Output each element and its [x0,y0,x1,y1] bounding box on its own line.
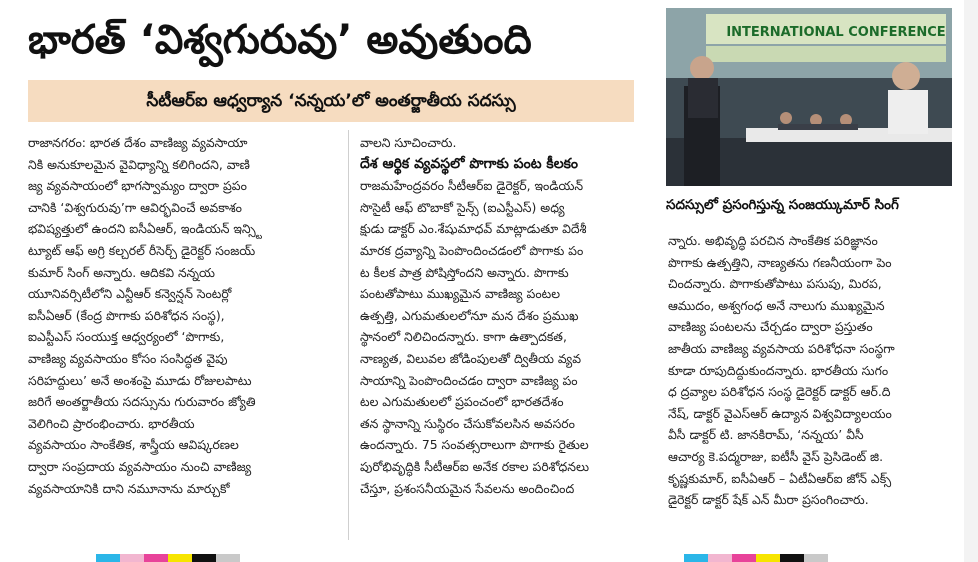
article-line: వెలిగించి ప్రారంభించారు. భారతీయ [28,415,195,431]
article-line: భవిష్యత్తులో ఉందని ఐసీఏఆర్, ఇండియన్ ఇన్స్టి [28,221,262,237]
color-swatch [756,554,780,562]
conference-photo [666,8,952,186]
color-swatch [780,554,804,562]
color-swatch [120,554,144,562]
article-line: కుమార్ సింగ్ అన్నారు. ఆదికవి నన్నయ [28,264,215,280]
color-swatch [168,554,192,562]
article-line: చేస్తూ, ప్రశంసనీయమైన సేవలను అందించింద [360,480,575,496]
article-line: రాజమహేంద్రవరం సీటీఆర్ఐ డైరెక్టర్, ఇండియన్ [360,178,584,194]
color-swatch [732,554,756,562]
article-line: వాణిజ్య పంటలను చేర్చడం ద్వారా ప్రస్తుతం [668,319,873,335]
color-swatch [708,554,732,562]
article-line: ఐఎస్టీఎస్ సంయుక్త ఆధ్వర్యంలో ‘పొగాకు, [28,329,225,345]
article-line: పొగాకు ఉత్పత్తిని, నాణ్యతను గణనీయంగా పెం [668,254,892,270]
article-line: చిందన్నారు. పొగాకుతోపాటు పసుపు, మిరప, [668,276,882,292]
article-column-3 [668,230,964,511]
color-swatch [192,554,216,562]
article-column-2 [360,132,638,499]
column-2-lead: వాలని సూచించారు. [360,135,457,150]
article-line: టల ఎగుమతులలో ప్రపంచంలో భారతదేశం [360,394,564,410]
photo-banner-text: INTERNATIONAL CONFERENCE [726,25,946,40]
article-line: డైరెక్టర్ డాక్టర్ షేక్ ఎన్ మీరా ప్రసంగించారు. [668,492,869,508]
photo-caption: సదస్సులో ప్రసంగిస్తున్న సంజయ్కుమార్ సింగ్ [666,197,899,213]
article-line: న్నారు. అభివృద్ధి పరచిన సాంకేతిక పరిజ్ఞానం [668,233,878,248]
article-line: నేష్, డాక్టర్ వైఎస్ఆర్ ఉద్యాన విశ్వవిద్యాలయం [668,405,892,421]
article-line: సరిహద్దులు’ అనే అంశంపై మూడు రోజులపాటు [28,372,252,388]
article-line: ఉందన్నారు. 75 సంవత్సరాలుగా పొగాకు రైతుల [360,437,589,453]
article-line: జాతీయ వాణిజ్య వ్యవసాయ పరిశోధనా సంస్థగా [668,340,895,356]
article-line: యూనివర్సిటీలోని ఎన్టీఆర్ కన్వెన్షన్ సెంటర్లో [28,286,232,302]
color-swatch [96,554,120,562]
article-line: వీసీ డాక్టర్ టి. జానకిరామ్, ‘నన్నయ’ వీసీ [668,427,864,443]
section-subtitle: దేశ ఆర్థిక వ్యవస్థలో పొగాకు పంట కీలకం [360,155,579,172]
article-line: చానికి ‘విశ్వగురువు’గా ఆవిర్భవించే అవకాశం [28,199,242,215]
article-line: ఆముదం, అశ్వగంధ అనే నాలుగు ముఖ్యమైన [668,297,885,313]
column-divider [348,130,349,540]
article-line: ట కీలక పాత్ర పోషిస్తోందని అన్నారు. పొగాకు [360,264,569,280]
color-swatch [684,554,708,562]
color-swatch [804,554,828,562]
color-swatch [216,554,240,562]
article-line: ధ ద్రవ్యాల పరిశోధన సంస్థ డైరెక్టర్ డాక్టర్ ఆర్.ది [668,384,891,400]
article-line: తన స్థానాన్ని సుస్థిరం చేసుకోవలసిన అవసరం [360,415,575,431]
article-line: జ్య వ్యవసాయంలో భాగస్వామ్యం ద్వారా ప్రపం [28,178,247,194]
article-line: ట్యూట్ ఆఫ్ అగ్రి కల్చరల్ రీసెర్చ్ డైరెక్టర్ సంజయ్ [28,242,256,258]
article-line: క్షుడు డాక్టర్ ఎం.శేషుమాధవ్ మాట్లాడుతూ విదేశీ [360,221,587,237]
article-line: కూడా రూపుదిద్దుకుందన్నారు. భారతీయ సుగం [668,362,889,378]
article-line: ద్వారా సంప్రదాయ వ్యవసాయం నుంచి వాణిజ్య [28,458,252,474]
article-line: నాణ్యత, విలువల జోడింపులతో ద్వితీయ వ్యవ [360,350,582,366]
color-swatch [144,554,168,562]
registration-marks-right [684,554,828,562]
article-line: కృష్ణకుమార్, ఐసీఏఆర్ – ఏటీఏఆర్ఐ జోన్ ఎక్స్ [668,470,892,486]
article-line: వ్యవసాయం సాంకేతిక, శాస్త్రీయ ఆవిష్కరణల [28,437,239,453]
article-line: నికి అనుకూలమైన వైవిధ్యాన్ని కలిగిందని, వాణి [28,156,250,172]
article-line: స్థానంలో నిలిచిందన్నారు. కాగా ఉత్పాదకత, [360,329,567,345]
article-line: ఆచార్య కె.పద్మరాజు, ఐటీసీ వైస్ ప్రెసిడెంట్ జి. [668,448,884,464]
registration-marks-left [96,554,240,562]
article-line: జరిగే అంతర్జాతీయ సదస్సును గురువారం జ్యోతి [28,394,256,410]
headline: భారత్ ‘విశ్వగురువు’ అవుతుంది [28,17,532,63]
subheadline-banner: సీటీఆర్ఐ ఆధ్వర్యాన ‘నన్నయ’లో అంతర్జాతీయ సదస్సు [28,80,634,122]
article-line: వాణిజ్య వ్యవసాయం కోసం సంసిద్ధత వైపు [28,350,228,366]
article-line: పంటతోపాటు ముఖ్యమైన వాణిజ్య పంటల [360,286,560,302]
article-line: రాజానగరం: భారత దేశం వాణిజ్య వ్యవసాయా [28,135,248,150]
article-line: ఉత్పత్తి, ఎగుమతులలోనూ మన దేశం ప్రముఖ [360,307,579,323]
article-line: సొసైటీ ఆఫ్ టొబాకో సైన్స్ (ఐఎస్టీఎస్) అధ్య [360,199,565,215]
article-line: సాయాన్ని పెంపొందించడం ద్వారా వాణిజ్య పం [360,372,578,388]
article-line: వ్యవసాయానికి దాని నమూనాను మార్చుకో [28,480,230,496]
article-line: మారక ద్రవ్యాన్ని పెంపొందించడంలో పొగాకు పం [360,242,584,258]
article-column-1 [28,132,336,499]
article-line: పురోభివృద్ధికి సీటీఆర్ఐ అనేక రకాల పరిశోధనలు [360,458,590,474]
article-line: ఐసీఏఆర్ (కేంద్ర పొగాకు పరిశోధన సంస్థ), [28,307,225,323]
page-edge [964,0,978,562]
column-2-body [360,175,638,499]
